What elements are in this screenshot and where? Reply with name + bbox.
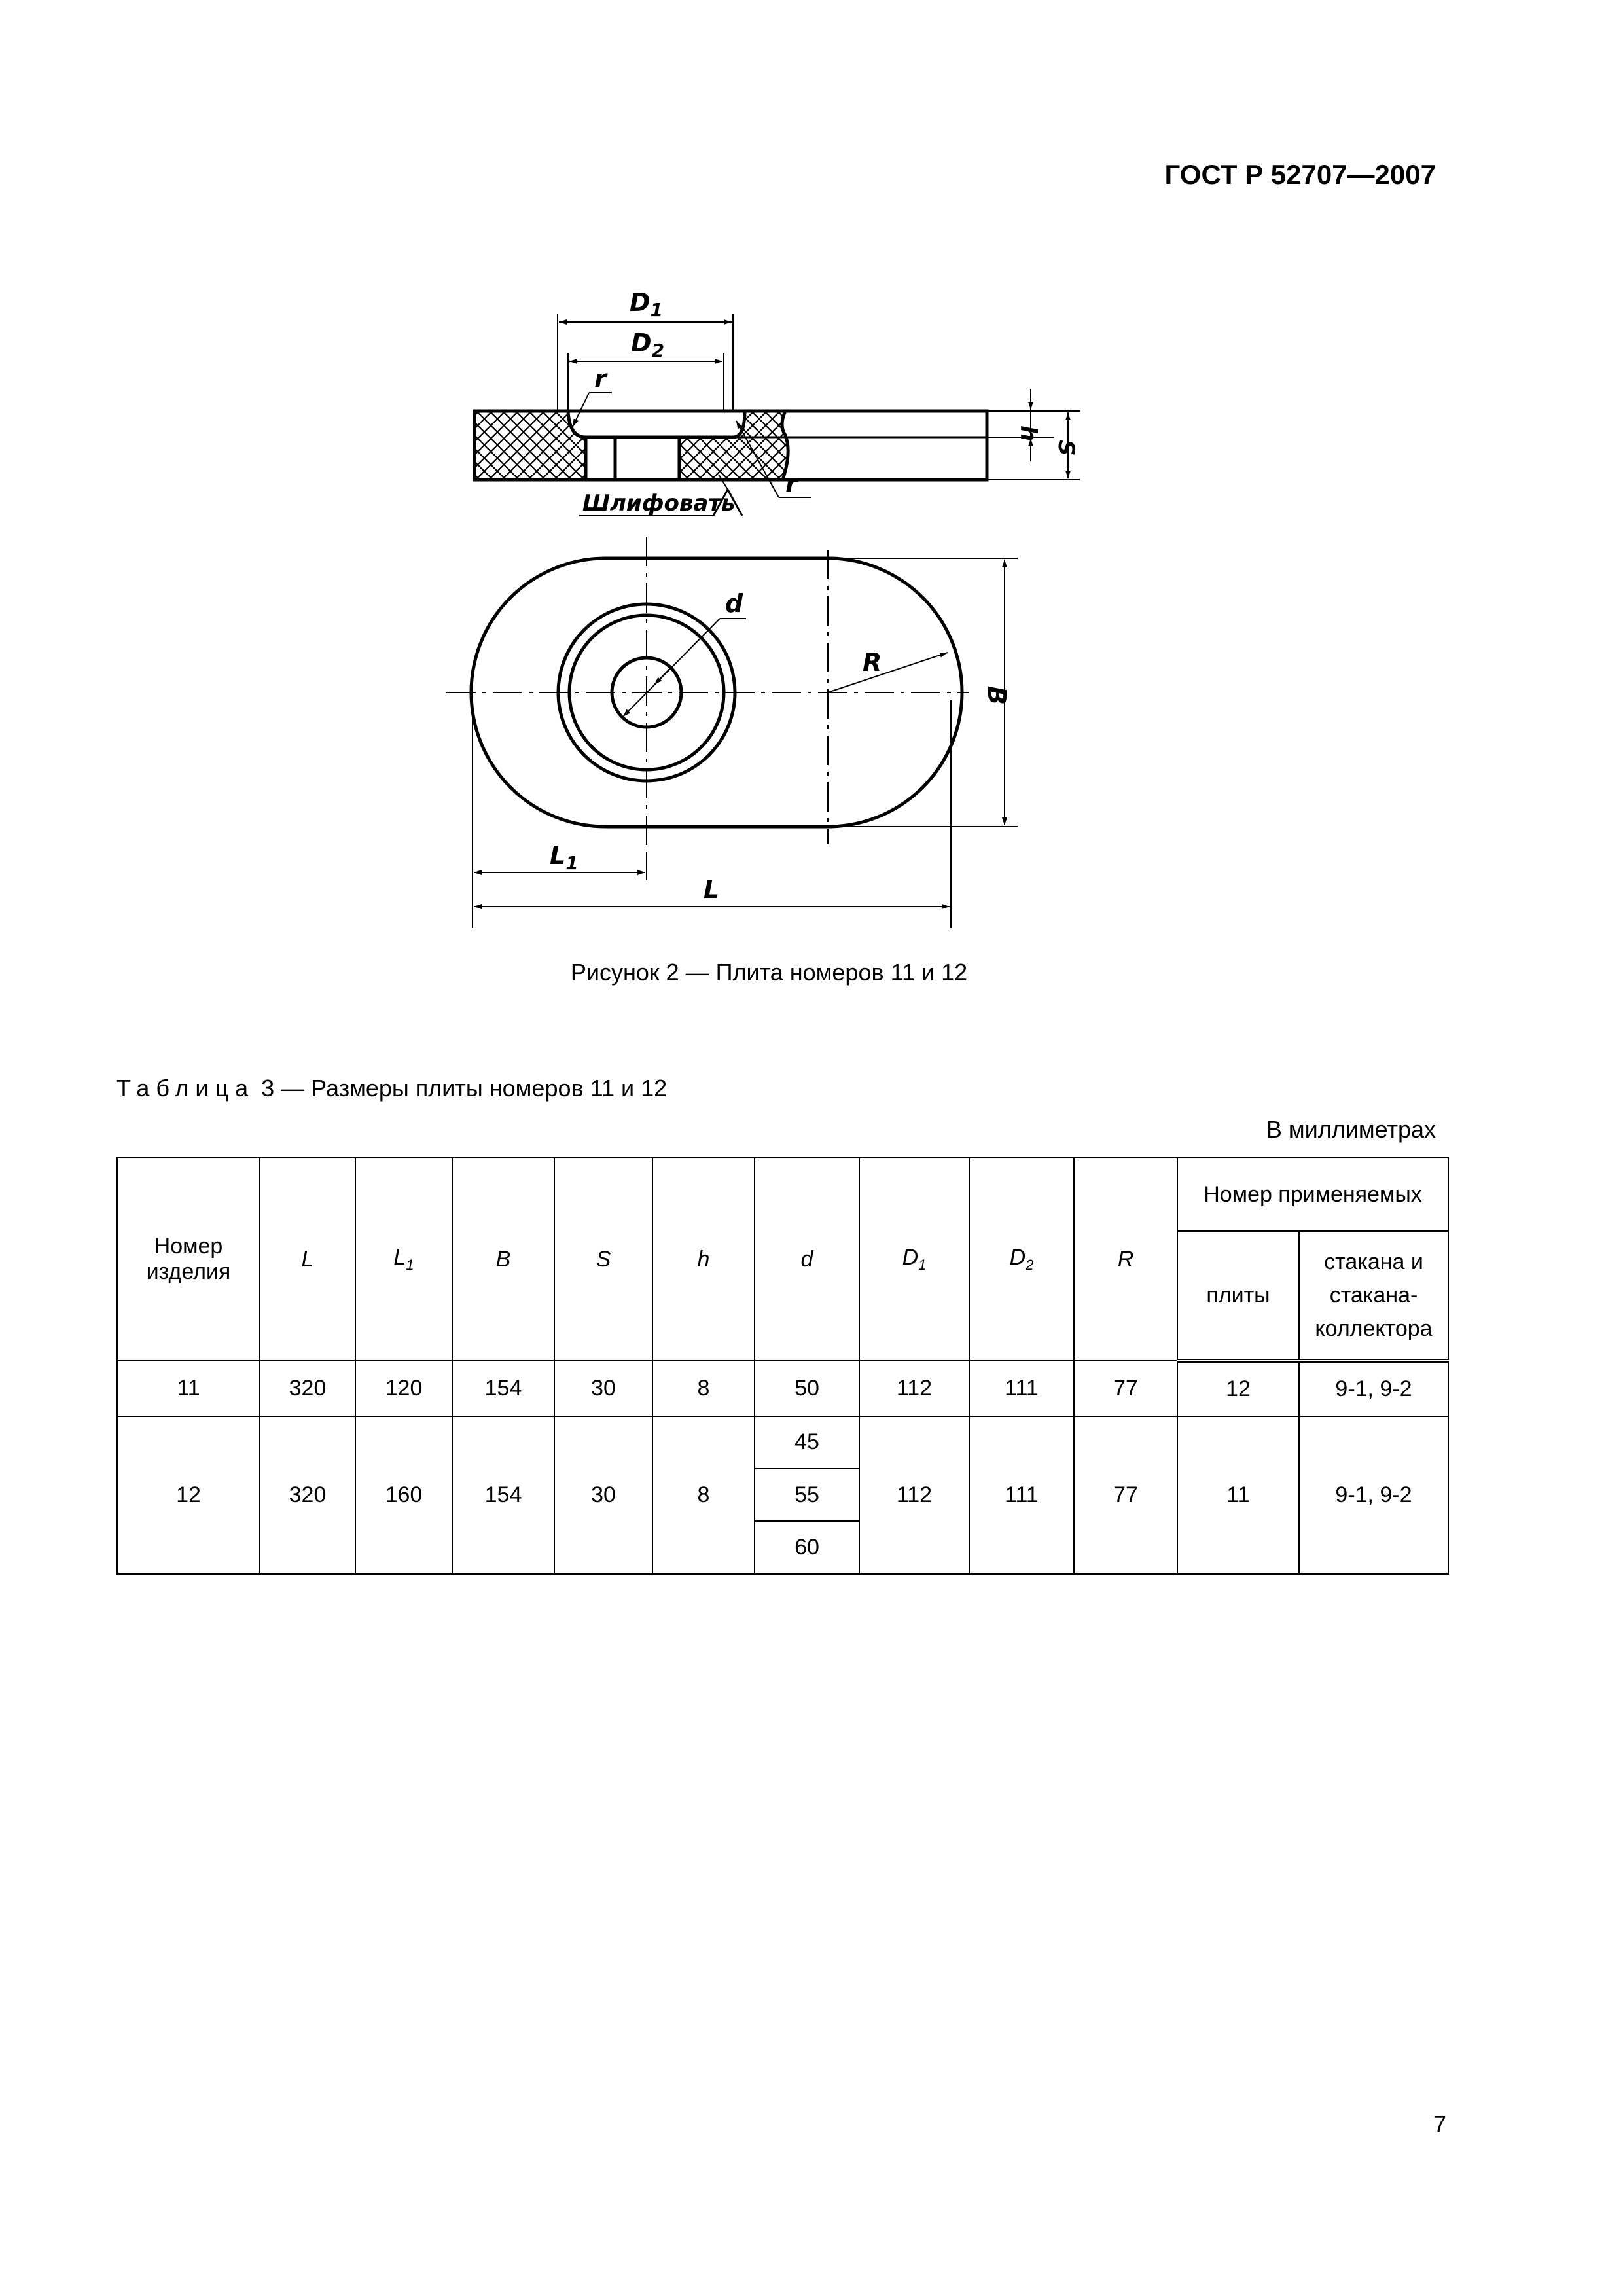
document-header: ГОСТ Р 52707—2007 [1164,159,1436,190]
header-S: S [554,1158,652,1361]
dimensions-table [116,1157,1449,1575]
section-hatch-inner-left [586,437,615,480]
cell-cups: 9-1, 9-2 [1299,1361,1448,1416]
label-h: h [1015,425,1041,442]
cell-S: 30 [554,1416,652,1574]
label-grind-note: Шлифовать [582,490,736,516]
header-cups: стакана и стакана-коллектора [1299,1231,1448,1361]
cell-B: 154 [452,1361,554,1416]
technical-drawing [0,0,1623,1021]
header-h: h [652,1158,755,1361]
header-applied-group: Номер применяемых [1177,1158,1448,1231]
table-row [117,1416,1448,1469]
header-d: d [755,1158,859,1361]
label-B: B [982,686,1011,705]
cell-D2: 111 [969,1416,1074,1574]
cell-h: 8 [652,1361,755,1416]
header-B: B [452,1158,554,1361]
header-L: L [260,1158,355,1361]
table-units: В миллиметрах [1266,1116,1436,1143]
label-R: R [863,648,882,677]
cell-R: 77 [1074,1361,1177,1416]
cell-L1: 120 [355,1361,452,1416]
cell-plates: 12 [1177,1361,1299,1416]
cell-d: 60 [755,1521,859,1574]
dim-R-line [828,653,948,692]
cell-h: 8 [652,1416,755,1574]
header-item-number: Номер изделия [117,1158,260,1361]
cell-plates: 11 [1177,1416,1299,1574]
table-title-text: 3 — Размеры плиты номеров 11 и 12 [255,1075,668,1102]
cell-L: 320 [260,1361,355,1416]
cell-D1: 112 [859,1416,969,1574]
header-D1: $D_1$ [859,1158,969,1361]
section-hatch-left [474,411,586,480]
cell-S: 30 [554,1361,652,1416]
label-L1: $L_1$ [550,841,579,874]
label-r-bottom: r [785,469,798,498]
page-number: 7 [1433,2111,1446,2138]
section-bore [615,437,679,480]
label-D2: $D_2$ [631,329,665,361]
header-L1: $L_1$ [355,1158,452,1361]
section-view [474,314,1080,516]
cell-cups: 9-1, 9-2 [1299,1416,1448,1574]
table-title [116,1075,667,1102]
cell-d: 50 [755,1361,859,1416]
dim-d-line [623,619,720,717]
cell-item: 12 [117,1416,260,1574]
label-r-top: r [594,365,607,393]
cell-D2: 111 [969,1361,1074,1416]
cell-d: 45 [755,1416,859,1469]
table-row [117,1361,1448,1416]
cell-L: 320 [260,1416,355,1574]
cell-D1: 112 [859,1361,969,1416]
cell-L1: 160 [355,1416,452,1574]
table-title-label: Таблица [116,1075,255,1102]
figure-caption: Рисунок 2 — Плита номеров 11 и 12 [570,959,968,986]
section-hatch-right [679,411,788,480]
label-S: S [1053,440,1079,456]
cell-item: 11 [117,1361,260,1416]
cell-d: 55 [755,1469,859,1521]
label-L: L [704,875,720,904]
cell-B: 154 [452,1416,554,1574]
header-R: R [1074,1158,1177,1361]
header-plates: плиты [1177,1231,1299,1361]
header-D2: $D_2$ [969,1158,1074,1361]
cell-R: 77 [1074,1416,1177,1574]
label-D1: $D_1$ [630,288,664,321]
label-d: d [725,589,743,618]
